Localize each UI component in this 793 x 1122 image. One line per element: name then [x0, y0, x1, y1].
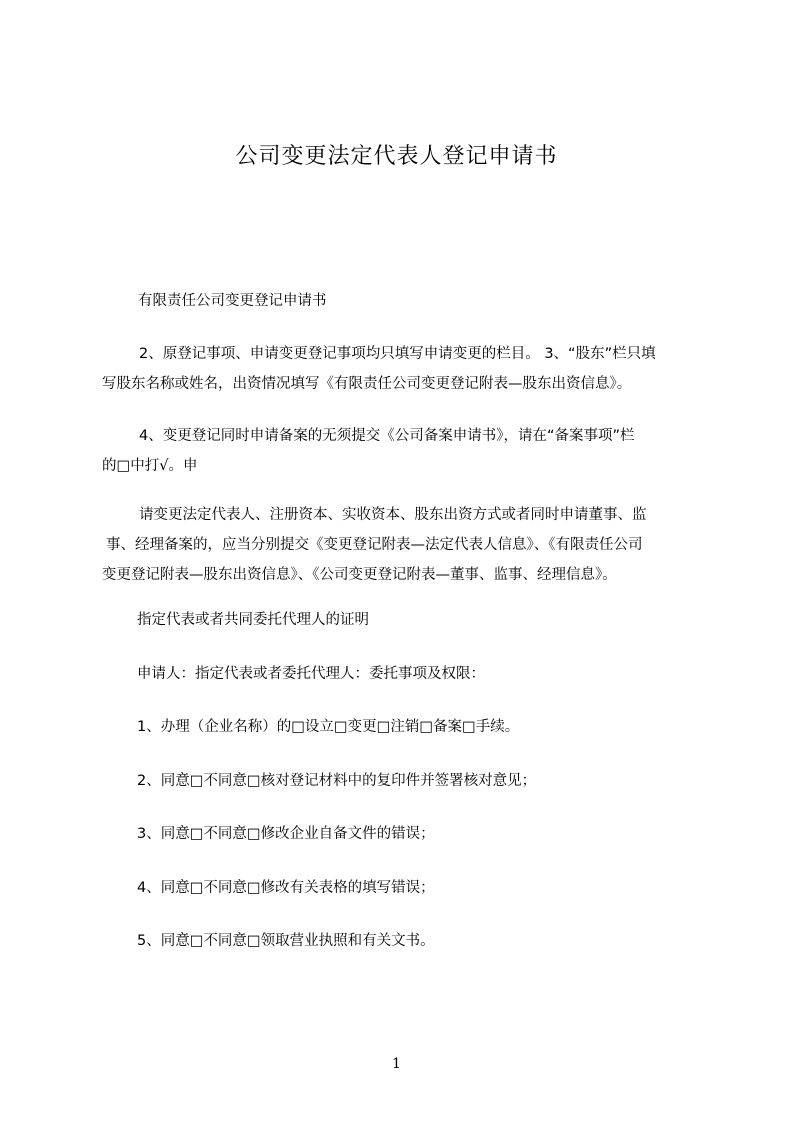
list-item-2: [137, 766, 737, 796]
paragraph-line: 写股东名称或姓名，出资情况填写《有限责任公司变更登记附表—股东出资信息》。: [102, 376, 632, 392]
paragraph-line: 4、变更登记同时申请备案的无须提交《公司备案申请书》，请在“备案事项”栏: [139, 428, 635, 444]
paragraph-form-name: [138, 286, 738, 316]
paragraph-note-2-3: [102, 339, 702, 399]
list-item-3: [137, 819, 737, 849]
paragraph-line: 的□中打√。申: [102, 458, 198, 474]
paragraph-line: 申请人：指定代表或者委托代理人：委托事项及权限：: [137, 666, 485, 682]
document-title: 公司变更法定代表人登记申请书: [235, 144, 558, 169]
paragraph-line: 变更登记附表—股东出资信息》、《公司变更登记附表—董事、监事、经理信息》。: [102, 567, 617, 583]
paragraph-line: 5、同意□不同意□领取营业执照和有关文书。: [137, 933, 435, 949]
list-item-1: [137, 712, 737, 742]
paragraph-note-4: [102, 421, 702, 481]
list-item-5: [137, 926, 737, 956]
paragraph-line: 4、同意□不同意□修改有关表格的填写错误；: [137, 880, 435, 896]
paragraph-line: 请变更法定代表人、注册资本、实收资本、股东出资方式或者同时申请董事、监: [139, 507, 647, 523]
paragraph-line: 有限责任公司变更登记申请书: [138, 293, 327, 309]
paragraph-line: 2、同意□不同意□核对登记材料中的复印件并签署核对意见；: [137, 773, 537, 789]
section-heading-proxy: [137, 605, 737, 635]
list-item-4: [137, 873, 737, 903]
page-number: 1: [392, 1056, 401, 1072]
paragraph-attachments: [102, 500, 702, 590]
paragraph-applicant: [137, 659, 737, 689]
paragraph-line: 3、同意□不同意□修改企业自备文件的错误；: [137, 826, 435, 842]
paragraph-line: 事、经理备案的，应当分别提交《变更登记附表—法定代表人信息》、《有限责任公司: [106, 537, 643, 553]
paragraph-line: 指定代表或者共同委托代理人的证明: [137, 612, 369, 628]
paragraph-line: 2、原登记事项、申请变更登记事项均只填写申请变更的栏目。 3、“股东”栏只填: [139, 346, 656, 362]
paragraph-line: 1、办理（企业名称）的□设立□变更□注销□备案□手续。: [137, 719, 520, 735]
